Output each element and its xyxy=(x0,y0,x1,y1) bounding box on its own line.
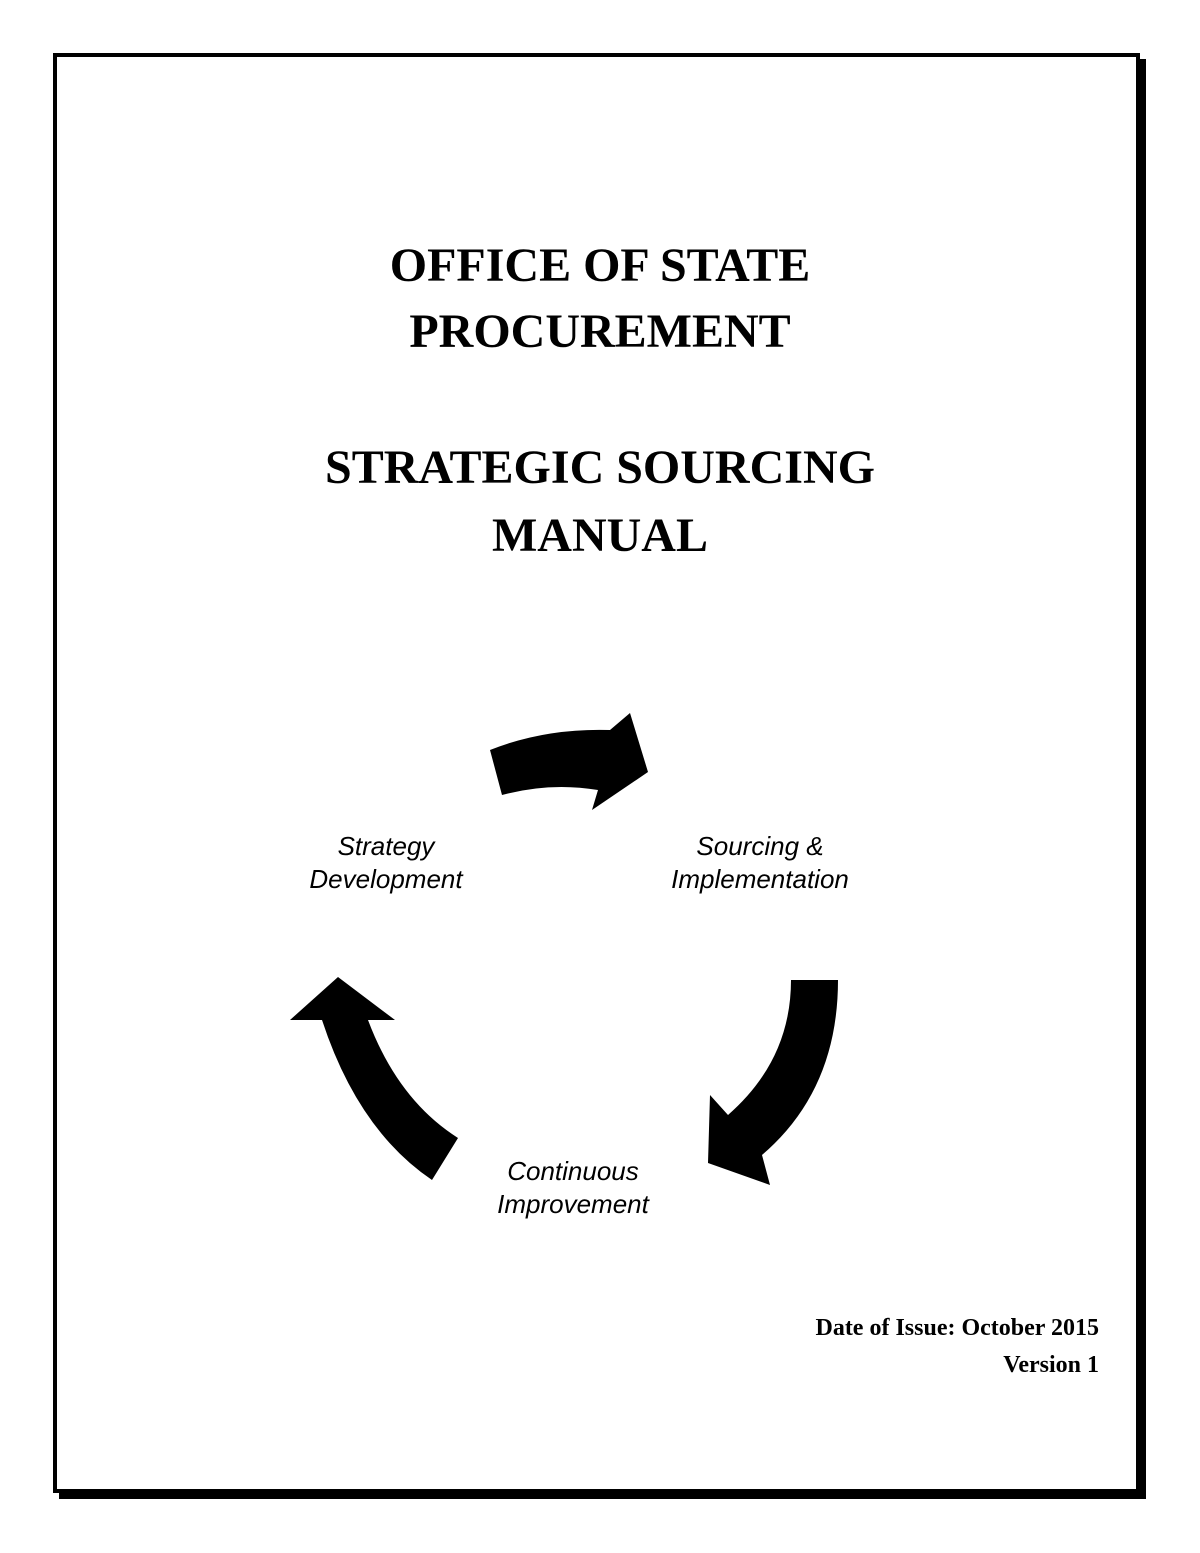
version-number: Version 1 xyxy=(1003,1352,1099,1378)
arrow-right-icon xyxy=(708,980,838,1185)
subtitle-line-1: STRATEGIC SOURCING xyxy=(325,441,875,494)
stage-strategy-development-line2: Development xyxy=(309,864,463,894)
stage-continuous-improvement-line2: Improvement xyxy=(497,1189,649,1219)
title-line-2: PROCUREMENT xyxy=(409,305,791,358)
stage-strategy-development-line1: Strategy xyxy=(337,831,435,861)
stage-sourcing-implementation-line1: Sourcing & xyxy=(696,831,824,861)
date-of-issue: Date of Issue: October 2015 xyxy=(815,1315,1099,1341)
subtitle-line-2: MANUAL xyxy=(492,509,708,562)
stage-continuous-improvement-line1: Continuous xyxy=(507,1156,639,1186)
arrow-left-icon xyxy=(290,977,458,1180)
stage-sourcing-implementation-line2: Implementation xyxy=(671,864,849,894)
stage-sourcing-implementation xyxy=(655,830,865,896)
arrow-top-icon xyxy=(490,713,648,810)
stage-continuous-improvement xyxy=(478,1155,668,1221)
title-line-1: OFFICE OF STATE xyxy=(389,239,811,292)
stage-strategy-development xyxy=(296,830,476,896)
